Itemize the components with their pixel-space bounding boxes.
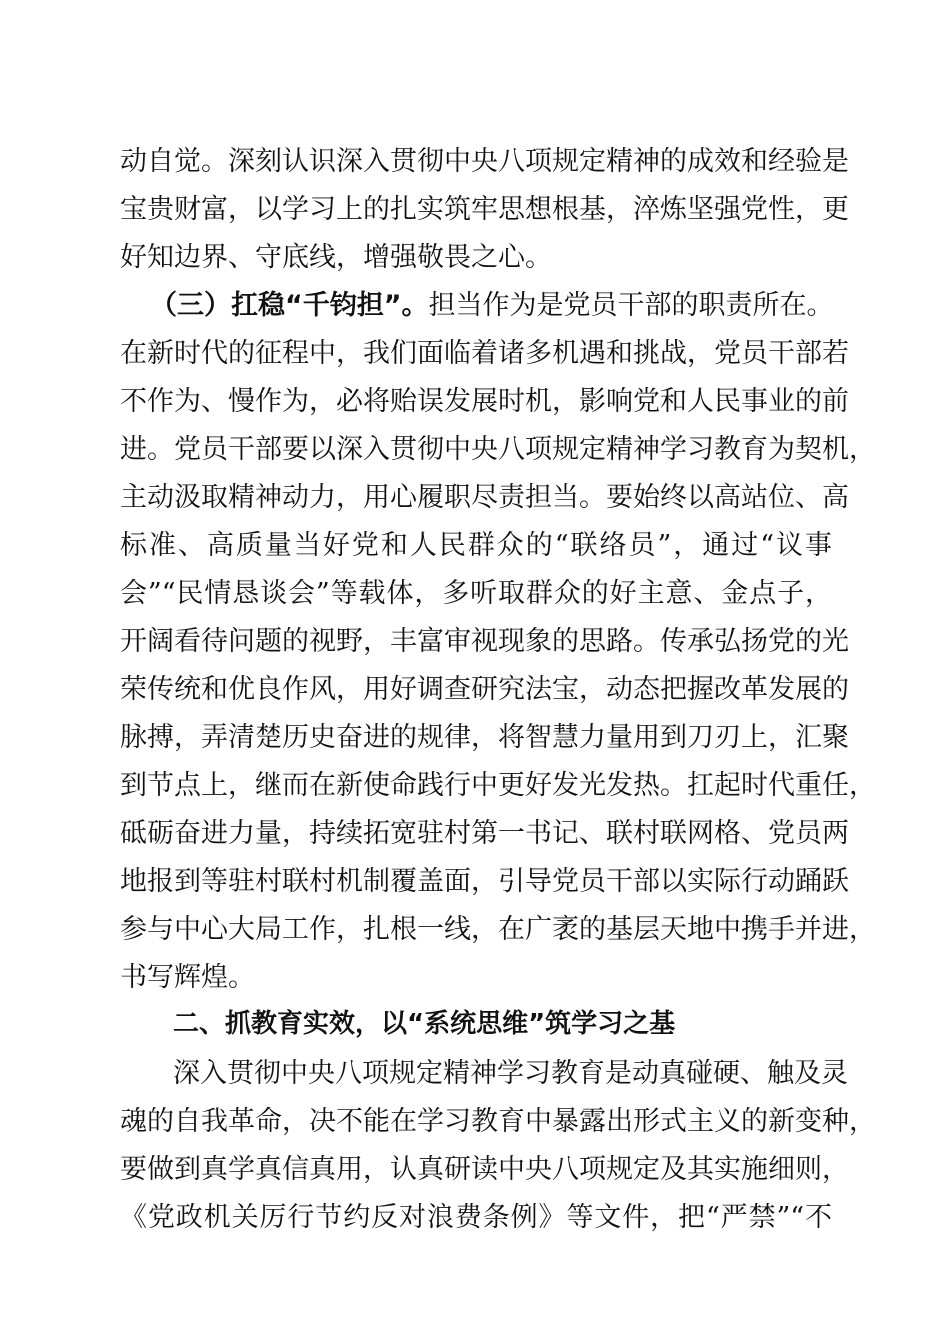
text-line: 魂的自我革命，决不能在学习教育中暴露出形式主义的新变种，: [120, 1106, 876, 1137]
text-line: 要做到真学真信真用，认真研读中央八项规定及其实施细则，: [120, 1154, 849, 1185]
text-line: 好知边界、守底线，增强敬畏之心。: [120, 242, 552, 273]
text-line: 标准、高质量当好党和人民群众的“联络员”，通过“议事: [120, 530, 832, 561]
section-heading: 二、抓教育实效，以“系统思维”筑学习之基: [173, 1009, 676, 1039]
text-line: 《党政机关厉行节约反对浪费条例》等文件，把“严禁”“不: [120, 1202, 832, 1233]
paragraph-first-line: 深入贯彻中央八项规定精神学习教育是动真碰硬、触及灵: [173, 1058, 848, 1089]
subsection-title: （三）扛稳“千钧担”。: [150, 290, 429, 321]
text-line: 动自觉。深刻认识深入贯彻中央八项规定精神的成效和经验是: [120, 146, 849, 177]
subsection-first-line: [150, 282, 832, 330]
text-line: 宝贵财富，以学习上的扎实筑牢思想根基，淬炼坚强党性，更: [120, 194, 849, 225]
text-line: 不作为、慢作为，必将贻误发展时机，影响党和人民事业的前: [120, 386, 849, 417]
text-line: 荣传统和优良作风，用好调查研究法宝，动态把握改革发展的: [120, 674, 849, 705]
text-line: 在新时代的征程中，我们面临着诸多机遇和挑战，党员干部若: [120, 338, 849, 369]
text-line: 书写辉煌。: [120, 962, 255, 993]
text-line: 主动汲取精神动力，用心履职尽责担当。要始终以高站位、高: [120, 482, 849, 513]
text-line: 开阔看待问题的视野，丰富审视现象的思路。传承弘扬党的光: [120, 626, 849, 657]
text-line: 会”“民情恳谈会”等载体，多听取群众的好主意、金点子，: [120, 578, 832, 609]
subsection-first-line-text: 担当作为是党员干部的职责所在。: [428, 290, 834, 321]
text-line: 参与中心大局工作，扎根一线，在广袤的基层天地中携手并进，: [120, 914, 876, 945]
text-line: 到节点上，继而在新使命践行中更好发光发热。扛起时代重任，: [120, 770, 876, 801]
text-line: 脉搏，弄清楚历史奋进的规律，将智慧力量用到刀刃上，汇聚: [120, 722, 849, 753]
text-line: 进。党员干部要以深入贯彻中央八项规定精神学习教育为契机，: [120, 434, 876, 465]
text-line: 砥砺奋进力量，持续拓宽驻村第一书记、联村联网格、党员两: [120, 818, 849, 849]
text-line: 地报到等驻村联村机制覆盖面，引导党员干部以实际行动踊跃: [120, 866, 849, 897]
